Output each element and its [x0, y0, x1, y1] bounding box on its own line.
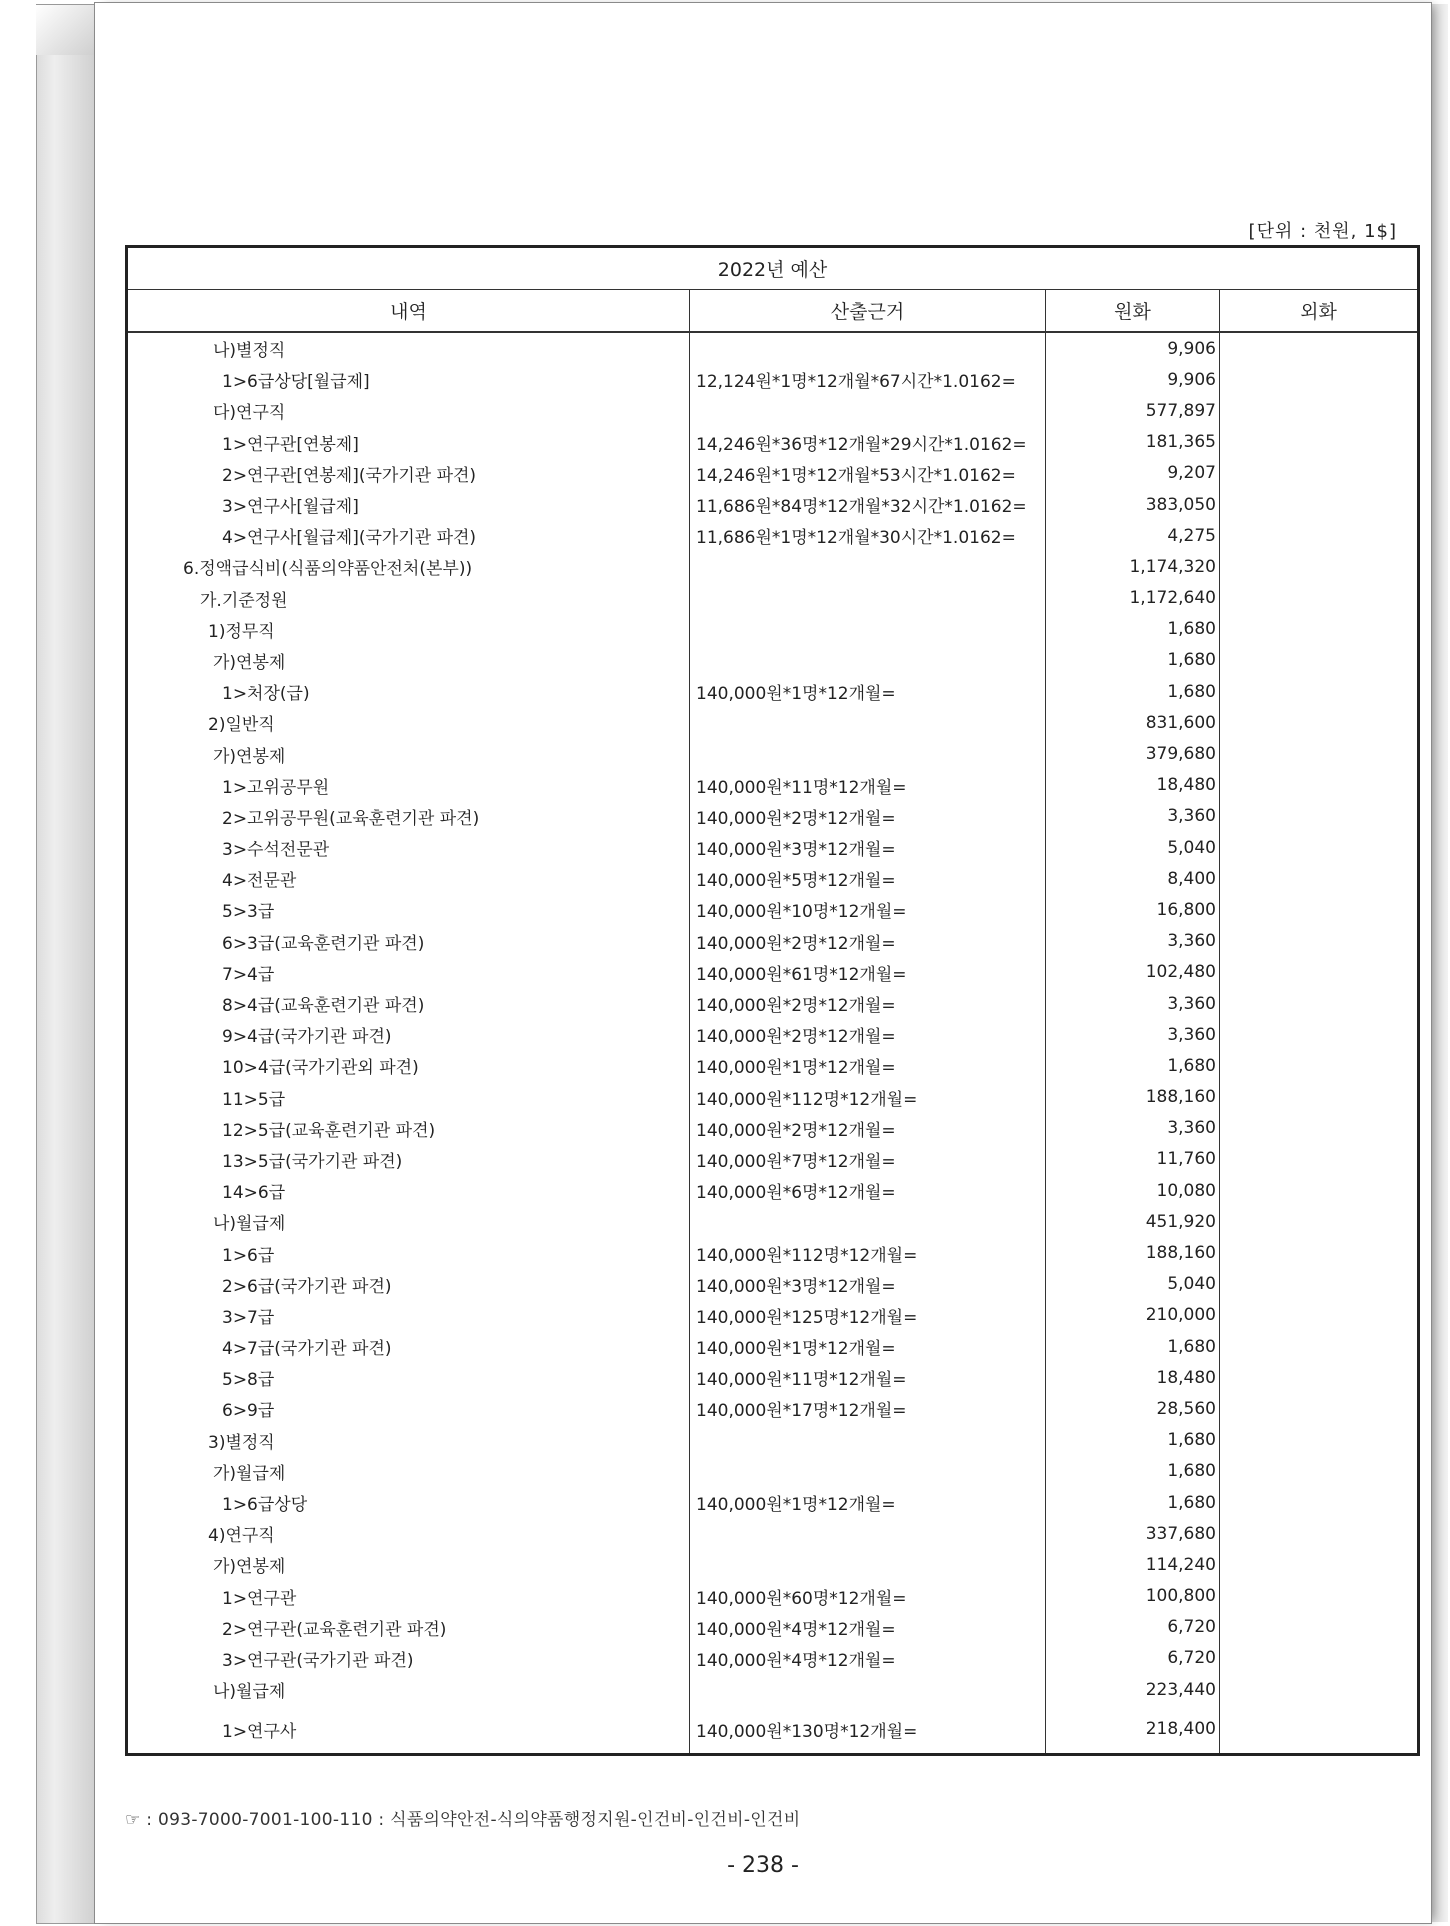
table-row	[127, 863, 1419, 894]
row-krw-amount: 9,906	[1046, 332, 1220, 364]
table-row	[127, 1705, 1419, 1755]
row-calculation-basis: 140,000원*112명*12개월=	[690, 1082, 1046, 1113]
row-krw-amount: 1,680	[1046, 614, 1220, 645]
row-foreign-amount	[1220, 1581, 1419, 1612]
row-krw-amount: 5,040	[1046, 832, 1220, 863]
row-calculation-basis: 140,000원*130명*12개월=	[690, 1705, 1046, 1755]
row-item-name: 1>연구관[연봉제]	[127, 427, 690, 458]
row-calculation-basis: 140,000원*2명*12개월=	[690, 926, 1046, 957]
table-row	[127, 1144, 1419, 1175]
table-row	[127, 1082, 1419, 1113]
row-foreign-amount	[1220, 520, 1419, 551]
page-number: - 238 -	[727, 1853, 799, 1878]
row-item-name: 나)별정직	[127, 332, 690, 364]
row-foreign-amount	[1220, 583, 1419, 614]
row-item-name: 1>6급상당[월급제]	[127, 364, 690, 395]
row-foreign-amount	[1220, 645, 1419, 676]
table-row	[127, 894, 1419, 925]
table-row	[127, 832, 1419, 863]
row-calculation-basis: 11,686원*84명*12개월*32시간*1.0162=	[690, 489, 1046, 520]
row-krw-amount: 1,680	[1046, 676, 1220, 707]
table-row	[127, 645, 1419, 676]
row-calculation-basis	[690, 395, 1046, 426]
binding-corner	[36, 4, 94, 55]
row-calculation-basis: 140,000원*2명*12개월=	[690, 988, 1046, 1019]
row-item-name: 5>3급	[127, 894, 690, 925]
row-foreign-amount	[1220, 1019, 1419, 1050]
table-row	[127, 801, 1419, 832]
budget-table-wrapper	[125, 245, 1417, 1756]
row-foreign-amount	[1220, 1549, 1419, 1580]
row-calculation-basis: 140,000원*61명*12개월=	[690, 957, 1046, 988]
row-foreign-amount	[1220, 1612, 1419, 1643]
row-calculation-basis: 14,246원*1명*12개월*53시간*1.0162=	[690, 458, 1046, 489]
row-item-name: 8>4급(교육훈련기관 파견)	[127, 988, 690, 1019]
row-foreign-amount	[1220, 458, 1419, 489]
table-row	[127, 614, 1419, 645]
column-header-basis: 산출근거	[690, 290, 1046, 333]
table-row	[127, 458, 1419, 489]
row-item-name: 3>수석전문관	[127, 832, 690, 863]
table-row	[127, 520, 1419, 551]
row-item-name: 10>4급(국가기관외 파견)	[127, 1050, 690, 1081]
row-foreign-amount	[1220, 1518, 1419, 1549]
table-row	[127, 926, 1419, 957]
table-row	[127, 1643, 1419, 1674]
row-foreign-amount	[1220, 1144, 1419, 1175]
column-header-item: 내역	[127, 290, 690, 333]
row-foreign-amount	[1220, 738, 1419, 769]
row-item-name: 4>7급(국가기관 파견)	[127, 1331, 690, 1362]
row-krw-amount: 451,920	[1046, 1206, 1220, 1237]
row-item-name: 가)연봉제	[127, 738, 690, 769]
row-calculation-basis	[690, 614, 1046, 645]
table-row	[127, 551, 1419, 582]
row-item-name: 5>8급	[127, 1362, 690, 1393]
row-calculation-basis	[690, 707, 1046, 738]
row-foreign-amount	[1220, 926, 1419, 957]
row-calculation-basis: 140,000원*125명*12개월=	[690, 1300, 1046, 1331]
row-krw-amount: 577,897	[1046, 395, 1220, 426]
row-item-name: 1>고위공무원	[127, 770, 690, 801]
row-foreign-amount	[1220, 707, 1419, 738]
row-item-name: 12>5급(교육훈련기관 파견)	[127, 1113, 690, 1144]
row-krw-amount: 379,680	[1046, 738, 1220, 769]
row-krw-amount: 1,680	[1046, 1425, 1220, 1456]
row-krw-amount: 181,365	[1046, 427, 1220, 458]
row-krw-amount: 4,275	[1046, 520, 1220, 551]
table-row	[127, 583, 1419, 614]
table-row	[127, 1175, 1419, 1206]
row-krw-amount: 1,172,640	[1046, 583, 1220, 614]
row-foreign-amount	[1220, 614, 1419, 645]
row-item-name: 3)별정직	[127, 1425, 690, 1456]
row-calculation-basis: 140,000원*17명*12개월=	[690, 1393, 1046, 1424]
row-foreign-amount	[1220, 1082, 1419, 1113]
table-row	[127, 1019, 1419, 1050]
row-foreign-amount	[1220, 427, 1419, 458]
table-row	[127, 707, 1419, 738]
row-item-name: 1>연구관	[127, 1581, 690, 1612]
row-calculation-basis: 140,000원*11명*12개월=	[690, 770, 1046, 801]
row-item-name: 6.정액급식비(식품의약품안전처(본부))	[127, 551, 690, 582]
row-item-name: 14>6급	[127, 1175, 690, 1206]
row-item-name: 2)일반직	[127, 707, 690, 738]
table-row	[127, 1518, 1419, 1549]
row-foreign-amount	[1220, 395, 1419, 426]
row-item-name: 가)연봉제	[127, 645, 690, 676]
row-krw-amount: 223,440	[1046, 1674, 1220, 1705]
row-foreign-amount	[1220, 1393, 1419, 1424]
row-krw-amount: 1,680	[1046, 645, 1220, 676]
row-foreign-amount	[1220, 957, 1419, 988]
row-item-name: 1)정무직	[127, 614, 690, 645]
table-row	[127, 332, 1419, 364]
row-krw-amount: 1,174,320	[1046, 551, 1220, 582]
row-calculation-basis	[690, 332, 1046, 364]
table-row	[127, 957, 1419, 988]
table-row	[127, 1362, 1419, 1393]
budget-table	[125, 245, 1420, 1756]
table-row	[127, 1674, 1419, 1705]
row-foreign-amount	[1220, 801, 1419, 832]
table-row	[127, 364, 1419, 395]
table-row	[127, 1050, 1419, 1081]
row-item-name: 2>연구관[연봉제](국가기관 파견)	[127, 458, 690, 489]
row-calculation-basis	[690, 1674, 1046, 1705]
row-foreign-amount	[1220, 551, 1419, 582]
year-header: 2022년 예산	[127, 247, 1419, 290]
row-calculation-basis	[690, 551, 1046, 582]
row-foreign-amount	[1220, 1331, 1419, 1362]
row-krw-amount: 337,680	[1046, 1518, 1220, 1549]
row-item-name: 1>연구사	[127, 1705, 690, 1755]
row-item-name: 2>연구관(교육훈련기관 파견)	[127, 1612, 690, 1643]
table-row	[127, 1331, 1419, 1362]
row-krw-amount: 8,400	[1046, 863, 1220, 894]
row-calculation-basis: 140,000원*1명*12개월=	[690, 1487, 1046, 1518]
row-krw-amount: 6,720	[1046, 1643, 1220, 1674]
row-krw-amount: 28,560	[1046, 1393, 1220, 1424]
row-calculation-basis: 140,000원*1명*12개월=	[690, 1331, 1046, 1362]
table-row	[127, 427, 1419, 458]
row-foreign-amount	[1220, 1487, 1419, 1518]
row-item-name: 1>6급	[127, 1237, 690, 1268]
row-krw-amount: 16,800	[1046, 894, 1220, 925]
row-krw-amount: 5,040	[1046, 1269, 1220, 1300]
row-calculation-basis	[690, 1206, 1046, 1237]
row-item-name: 1>6급상당	[127, 1487, 690, 1518]
row-krw-amount: 9,207	[1046, 458, 1220, 489]
row-krw-amount: 114,240	[1046, 1549, 1220, 1580]
unit-label: [단위 : 천원, 1$]	[1248, 221, 1397, 242]
table-row	[127, 1456, 1419, 1487]
row-item-name: 3>7급	[127, 1300, 690, 1331]
row-krw-amount: 188,160	[1046, 1082, 1220, 1113]
row-krw-amount: 100,800	[1046, 1581, 1220, 1612]
row-item-name: 4>전문관	[127, 863, 690, 894]
row-calculation-basis: 140,000원*60명*12개월=	[690, 1581, 1046, 1612]
row-item-name: 4>연구사[월급제](국가기관 파견)	[127, 520, 690, 551]
row-item-name: 1>처장(급)	[127, 676, 690, 707]
row-krw-amount: 831,600	[1046, 707, 1220, 738]
row-foreign-amount	[1220, 1362, 1419, 1393]
table-body	[127, 332, 1419, 1755]
row-calculation-basis: 140,000원*112명*12개월=	[690, 1237, 1046, 1268]
table-row	[127, 738, 1419, 769]
table-row	[127, 1206, 1419, 1237]
row-krw-amount: 3,360	[1046, 988, 1220, 1019]
table-row	[127, 1300, 1419, 1331]
page-edge-shadow	[1430, 4, 1448, 1922]
row-krw-amount: 188,160	[1046, 1237, 1220, 1268]
row-foreign-amount	[1220, 770, 1419, 801]
row-foreign-amount	[1220, 364, 1419, 395]
row-foreign-amount	[1220, 1425, 1419, 1456]
row-item-name: 3>연구사[월급제]	[127, 489, 690, 520]
row-item-name: 13>5급(국가기관 파견)	[127, 1144, 690, 1175]
table-row	[127, 1425, 1419, 1456]
row-item-name: 4)연구직	[127, 1518, 690, 1549]
row-item-name: 나)월급제	[127, 1206, 690, 1237]
row-foreign-amount	[1220, 332, 1419, 364]
row-item-name: 가)연봉제	[127, 1549, 690, 1580]
row-item-name: 가.기준정원	[127, 583, 690, 614]
row-calculation-basis	[690, 1456, 1046, 1487]
row-foreign-amount	[1220, 489, 1419, 520]
row-krw-amount: 9,906	[1046, 364, 1220, 395]
row-krw-amount: 102,480	[1046, 957, 1220, 988]
row-item-name: 9>4급(국가기관 파견)	[127, 1019, 690, 1050]
row-item-name: 6>9급	[127, 1393, 690, 1424]
row-krw-amount: 1,680	[1046, 1487, 1220, 1518]
row-item-name: 2>6급(국가기관 파견)	[127, 1269, 690, 1300]
row-calculation-basis: 140,000원*2명*12개월=	[690, 801, 1046, 832]
row-krw-amount: 10,080	[1046, 1175, 1220, 1206]
book-binding	[36, 4, 96, 1924]
row-foreign-amount	[1220, 863, 1419, 894]
row-calculation-basis: 14,246원*36명*12개월*29시간*1.0162=	[690, 427, 1046, 458]
row-calculation-basis: 140,000원*3명*12개월=	[690, 832, 1046, 863]
row-foreign-amount	[1220, 676, 1419, 707]
table-row	[127, 1581, 1419, 1612]
row-foreign-amount	[1220, 1206, 1419, 1237]
row-foreign-amount	[1220, 1237, 1419, 1268]
table-row	[127, 1237, 1419, 1268]
row-krw-amount: 3,360	[1046, 801, 1220, 832]
table-row	[127, 1549, 1419, 1580]
row-foreign-amount	[1220, 1643, 1419, 1674]
row-calculation-basis: 140,000원*10명*12개월=	[690, 894, 1046, 925]
table-row	[127, 1612, 1419, 1643]
table-row	[127, 770, 1419, 801]
row-calculation-basis	[690, 1549, 1046, 1580]
document-page	[94, 2, 1432, 1924]
table-row	[127, 1113, 1419, 1144]
row-krw-amount: 1,680	[1046, 1456, 1220, 1487]
row-item-name: 2>고위공무원(교육훈련기관 파견)	[127, 801, 690, 832]
column-header-krw: 원화	[1046, 290, 1220, 333]
row-foreign-amount	[1220, 1050, 1419, 1081]
row-foreign-amount	[1220, 988, 1419, 1019]
row-krw-amount: 11,760	[1046, 1144, 1220, 1175]
row-calculation-basis: 140,000원*2명*12개월=	[690, 1019, 1046, 1050]
row-item-name: 6>3급(교육훈련기관 파견)	[127, 926, 690, 957]
row-krw-amount: 3,360	[1046, 1019, 1220, 1050]
table-row	[127, 489, 1419, 520]
row-foreign-amount	[1220, 1300, 1419, 1331]
row-foreign-amount	[1220, 832, 1419, 863]
row-krw-amount: 18,480	[1046, 1362, 1220, 1393]
row-calculation-basis: 11,686원*1명*12개월*30시간*1.0162=	[690, 520, 1046, 551]
row-foreign-amount	[1220, 894, 1419, 925]
account-code-footnote: ☞ : 093-7000-7001-100-110 : 식품의약안전-식의약품행정지원-인건비-인건비-인건비	[125, 1810, 801, 1830]
row-krw-amount: 383,050	[1046, 489, 1220, 520]
column-header-foreign: 외화	[1220, 290, 1419, 333]
row-foreign-amount	[1220, 1705, 1419, 1755]
row-item-name: 11>5급	[127, 1082, 690, 1113]
row-calculation-basis	[690, 1425, 1046, 1456]
row-krw-amount: 218,400	[1046, 1705, 1220, 1755]
row-krw-amount: 1,680	[1046, 1050, 1220, 1081]
table-row	[127, 1269, 1419, 1300]
row-krw-amount: 6,720	[1046, 1612, 1220, 1643]
row-foreign-amount	[1220, 1674, 1419, 1705]
row-calculation-basis: 140,000원*3명*12개월=	[690, 1269, 1046, 1300]
row-item-name: 가)월급제	[127, 1456, 690, 1487]
row-foreign-amount	[1220, 1175, 1419, 1206]
row-foreign-amount	[1220, 1269, 1419, 1300]
row-calculation-basis: 12,124원*1명*12개월*67시간*1.0162=	[690, 364, 1046, 395]
row-calculation-basis: 140,000원*4명*12개월=	[690, 1643, 1046, 1674]
row-krw-amount: 210,000	[1046, 1300, 1220, 1331]
table-row	[127, 676, 1419, 707]
row-calculation-basis: 140,000원*5명*12개월=	[690, 863, 1046, 894]
row-krw-amount: 18,480	[1046, 770, 1220, 801]
row-calculation-basis	[690, 645, 1046, 676]
row-calculation-basis: 140,000원*1명*12개월=	[690, 676, 1046, 707]
row-item-name: 나)월급제	[127, 1674, 690, 1705]
row-foreign-amount	[1220, 1456, 1419, 1487]
row-calculation-basis: 140,000원*1명*12개월=	[690, 1050, 1046, 1081]
table-row	[127, 395, 1419, 426]
row-calculation-basis: 140,000원*2명*12개월=	[690, 1113, 1046, 1144]
row-calculation-basis	[690, 738, 1046, 769]
row-calculation-basis: 140,000원*7명*12개월=	[690, 1144, 1046, 1175]
table-row	[127, 1487, 1419, 1518]
table-row	[127, 1393, 1419, 1424]
row-item-name: 7>4급	[127, 957, 690, 988]
row-item-name: 다)연구직	[127, 395, 690, 426]
row-krw-amount: 3,360	[1046, 1113, 1220, 1144]
row-foreign-amount	[1220, 1113, 1419, 1144]
row-krw-amount: 1,680	[1046, 1331, 1220, 1362]
table-row	[127, 988, 1419, 1019]
row-calculation-basis	[690, 1518, 1046, 1549]
row-calculation-basis: 140,000원*11명*12개월=	[690, 1362, 1046, 1393]
row-item-name: 3>연구관(국가기관 파견)	[127, 1643, 690, 1674]
row-calculation-basis	[690, 583, 1046, 614]
row-krw-amount: 3,360	[1046, 926, 1220, 957]
row-calculation-basis: 140,000원*4명*12개월=	[690, 1612, 1046, 1643]
row-calculation-basis: 140,000원*6명*12개월=	[690, 1175, 1046, 1206]
